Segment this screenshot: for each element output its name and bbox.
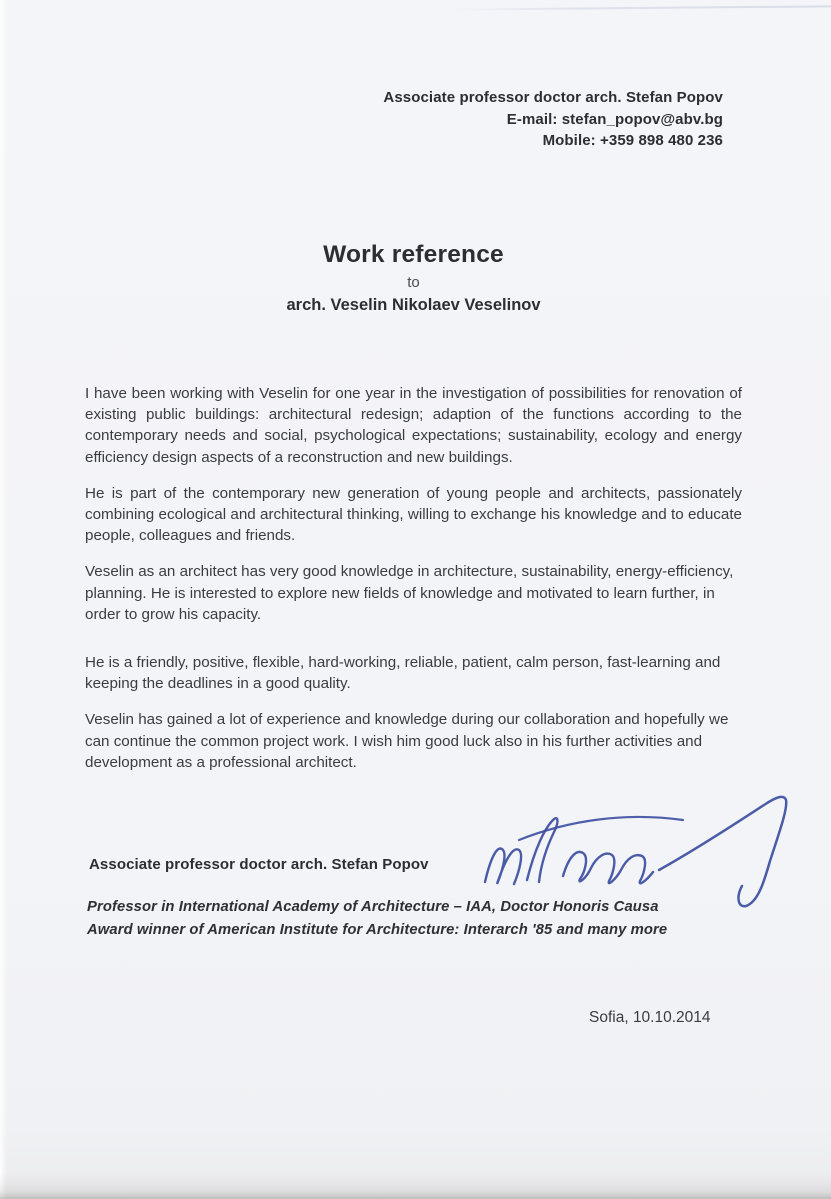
- paragraph-personality: He is a friendly, positive, flexible, hard-working, reliable, patient, calm person, fast-learning and keeping the deadlines in a good quality.: [85, 654, 721, 693]
- scan-edge-bottom: [0, 1171, 831, 1199]
- signature-stroke-crossbar: [519, 817, 683, 840]
- document-title: Work reference: [323, 241, 504, 268]
- signoff-name: Associate professor doctor arch. Stefan Popov: [89, 856, 429, 873]
- title-to-word: to: [407, 274, 420, 291]
- scan-edge-top: [448, 5, 831, 10]
- credentials-block: [87, 896, 767, 941]
- credentials-line-2: Award winner of American Institute for Architecture: Interarch '85 and many more: [87, 921, 668, 938]
- signature-stroke-flourish: [659, 797, 786, 906]
- sender-email: E-mail: stefan_popov@abv.bg: [506, 110, 723, 128]
- recipient-name: arch. Veselin Nikolaev Veselinov: [286, 296, 541, 314]
- sender-contact-block: [383, 87, 723, 152]
- signature-stroke-start: [485, 848, 521, 884]
- paragraph-closing: Veselin has gained a lot of experience and knowledge during our collaboration and hopefully we can continue the common project work. I wish him good luck also in his further activities and development as a professional architect.: [85, 711, 729, 771]
- credentials-line-1: Professor in International Academy of Architecture – IAA, Doctor Honoris Causa: [87, 899, 659, 915]
- date-line: Sofia, 10.10.2014: [589, 1009, 711, 1026]
- paragraph-knowledge: Veselin as an architect has very good knowledge in architecture, sustainability, energy-efficiency, planning. He is interested to explore new fields of knowledge and motivated to learn further, in order to grow his capacity.: [85, 563, 734, 623]
- sender-name: Associate professor doctor arch. Stefan Popov: [383, 89, 723, 106]
- signature-stroke-waves: [563, 852, 653, 883]
- sender-mobile: Mobile: +359 898 480 236: [542, 132, 723, 149]
- letter-body: [85, 383, 742, 788]
- scan-edge-left: [0, 0, 7, 1199]
- paragraph-generation: He is part of the contemporary new generation of young people and architects, passionately combining ecological and architectural thinking, willing to exchange his knowledge and to educate people, colleagues and friends.: [85, 484, 742, 545]
- paragraph-collaboration: I have been working with Veselin for one year in the investigation of possibilities for renovation of existing public buildings: architectural redesign; adaption of the functions according to the contemporary needs and social, psychological expectations; sustainability, ecology and energy efficiency design aspects of a reconstruction and new buildings.: [85, 385, 742, 466]
- title-block: [85, 241, 742, 316]
